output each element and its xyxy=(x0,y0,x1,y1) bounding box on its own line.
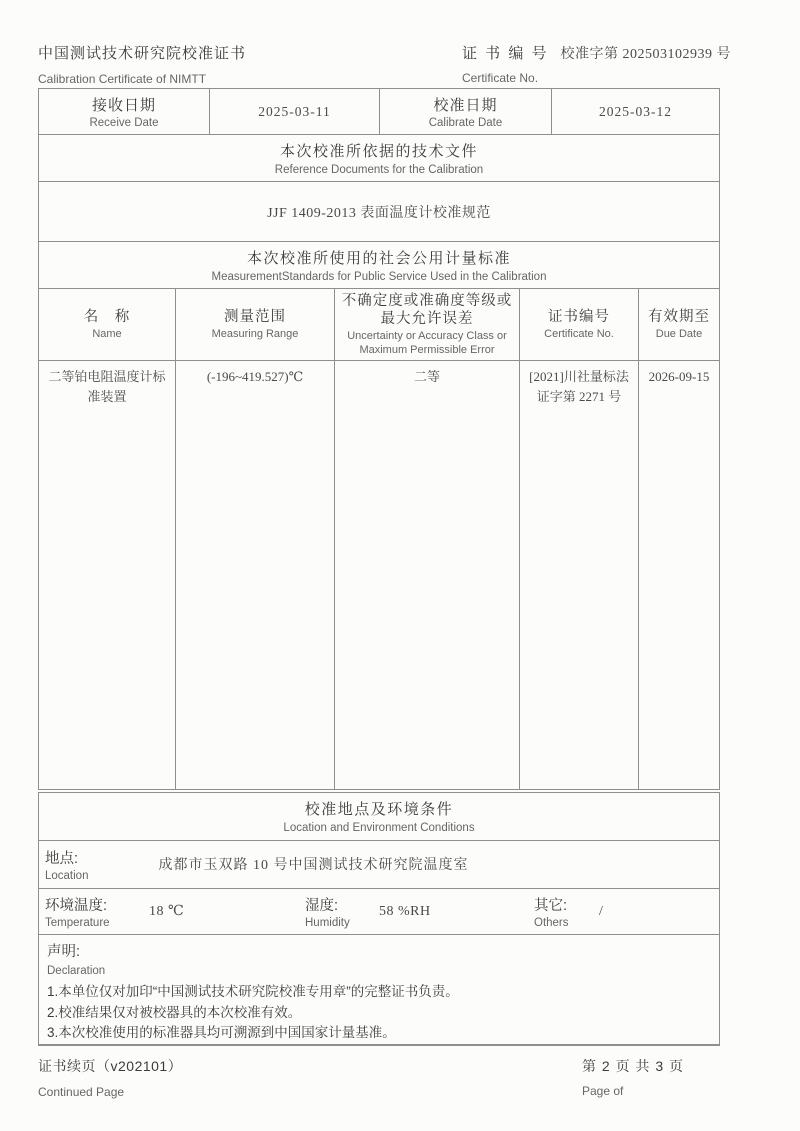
column-header-name: 名 称 Name xyxy=(83,308,131,340)
receive-date-label: 接收日期 Receive Date xyxy=(89,97,159,129)
cell-standard-name: 二等铂电阻温度计标准装置 xyxy=(48,369,166,404)
page-title: 中国测试技术研究院校准证书 xyxy=(38,45,247,62)
page-title-en: Calibration Certificate of NIMTT xyxy=(38,72,207,86)
declaration-item-1: 1.本单位仅对加印“中国测试技术研究院校准专用章”的完整证书负责。 xyxy=(47,984,459,1000)
calibrate-date-label: 校准日期 Calibrate Date xyxy=(379,89,551,134)
declaration-section xyxy=(39,935,719,1045)
certificate-number-label: 证 书 编 号 xyxy=(462,45,549,62)
temperature-label: 环境温度: Temperature xyxy=(45,898,110,930)
certificate-number-label-en: Certificate No. xyxy=(462,71,539,85)
footer-page-number: 第 2 页 共 3 页 Page of xyxy=(582,1058,685,1098)
standards-table-row xyxy=(39,361,719,789)
temperature-value: 18 ℃ xyxy=(149,904,185,920)
declaration-title: 声明: xyxy=(47,944,81,961)
standards-table-header xyxy=(39,289,719,361)
calibrate-date-value: 2025-03-12 xyxy=(551,89,719,134)
reference-docs-content: JJF 1409-2013 表面温度计校准规范 xyxy=(39,182,719,242)
certificate-number-block xyxy=(462,42,731,85)
receive-date-value: 2025-03-11 xyxy=(209,89,379,134)
declaration-item-2: 2.校准结果仅对被校器具的本次校准有效。 xyxy=(47,1004,302,1020)
location-value: 成都市玉双路 10 号中国测试技术研究院温度室 xyxy=(158,858,469,874)
humidity-value: 58 %RH xyxy=(379,903,431,919)
standards-title: 本次校准所使用的社会公用计量标准 MeasurementStandards for Public Service Used in the Calibration xyxy=(39,242,719,289)
declaration-title-en: Declaration xyxy=(47,965,106,978)
location-label: 地点: Location xyxy=(45,850,89,882)
footer-continued-page: 证书续页（v202101） Continued Page xyxy=(38,1058,183,1099)
column-header-certno: 证书编号 Certificate No. xyxy=(519,289,638,360)
dates-row xyxy=(39,89,719,135)
conditions-row xyxy=(39,889,719,936)
column-header-due: 有效期至 Due Date xyxy=(638,289,719,360)
document-header xyxy=(38,42,246,86)
certificate-number-value: 校准字第 202503102939 号 xyxy=(560,47,732,62)
environment-box xyxy=(38,792,720,1046)
calibration-info-table xyxy=(38,88,720,790)
reference-docs-title: 本次校准所依据的技术文件 Reference Documents for the Calibration xyxy=(39,135,719,182)
humidity-label: 湿度: Humidity xyxy=(305,898,350,930)
environment-title: 校准地点及环境条件 Location and Environment Conditions xyxy=(39,793,719,841)
others-label: 其它: Others xyxy=(534,898,569,930)
column-header-uncertainty: 不确定度或准确度等级或最大允许误差 Uncertainty or Accuracy Class or Maximum Permissible Error xyxy=(334,289,519,360)
cell-uncertainty: 二等 xyxy=(334,361,519,789)
cell-certificate-no: [2021]川社量标法证字第 2271 号 xyxy=(519,361,638,789)
cell-measuring-range: (-196~419.527)℃ xyxy=(175,361,334,789)
location-row xyxy=(39,841,719,889)
column-header-range: 测量范围 Measuring Range xyxy=(175,289,334,360)
declaration-items xyxy=(47,982,711,1044)
others-value: / xyxy=(599,903,604,919)
declaration-item-3: 3.本次校准使用的标准器具均可溯源到中国国家计量基准。 xyxy=(47,1025,396,1041)
cell-due-date: 2026-09-15 xyxy=(638,361,719,789)
